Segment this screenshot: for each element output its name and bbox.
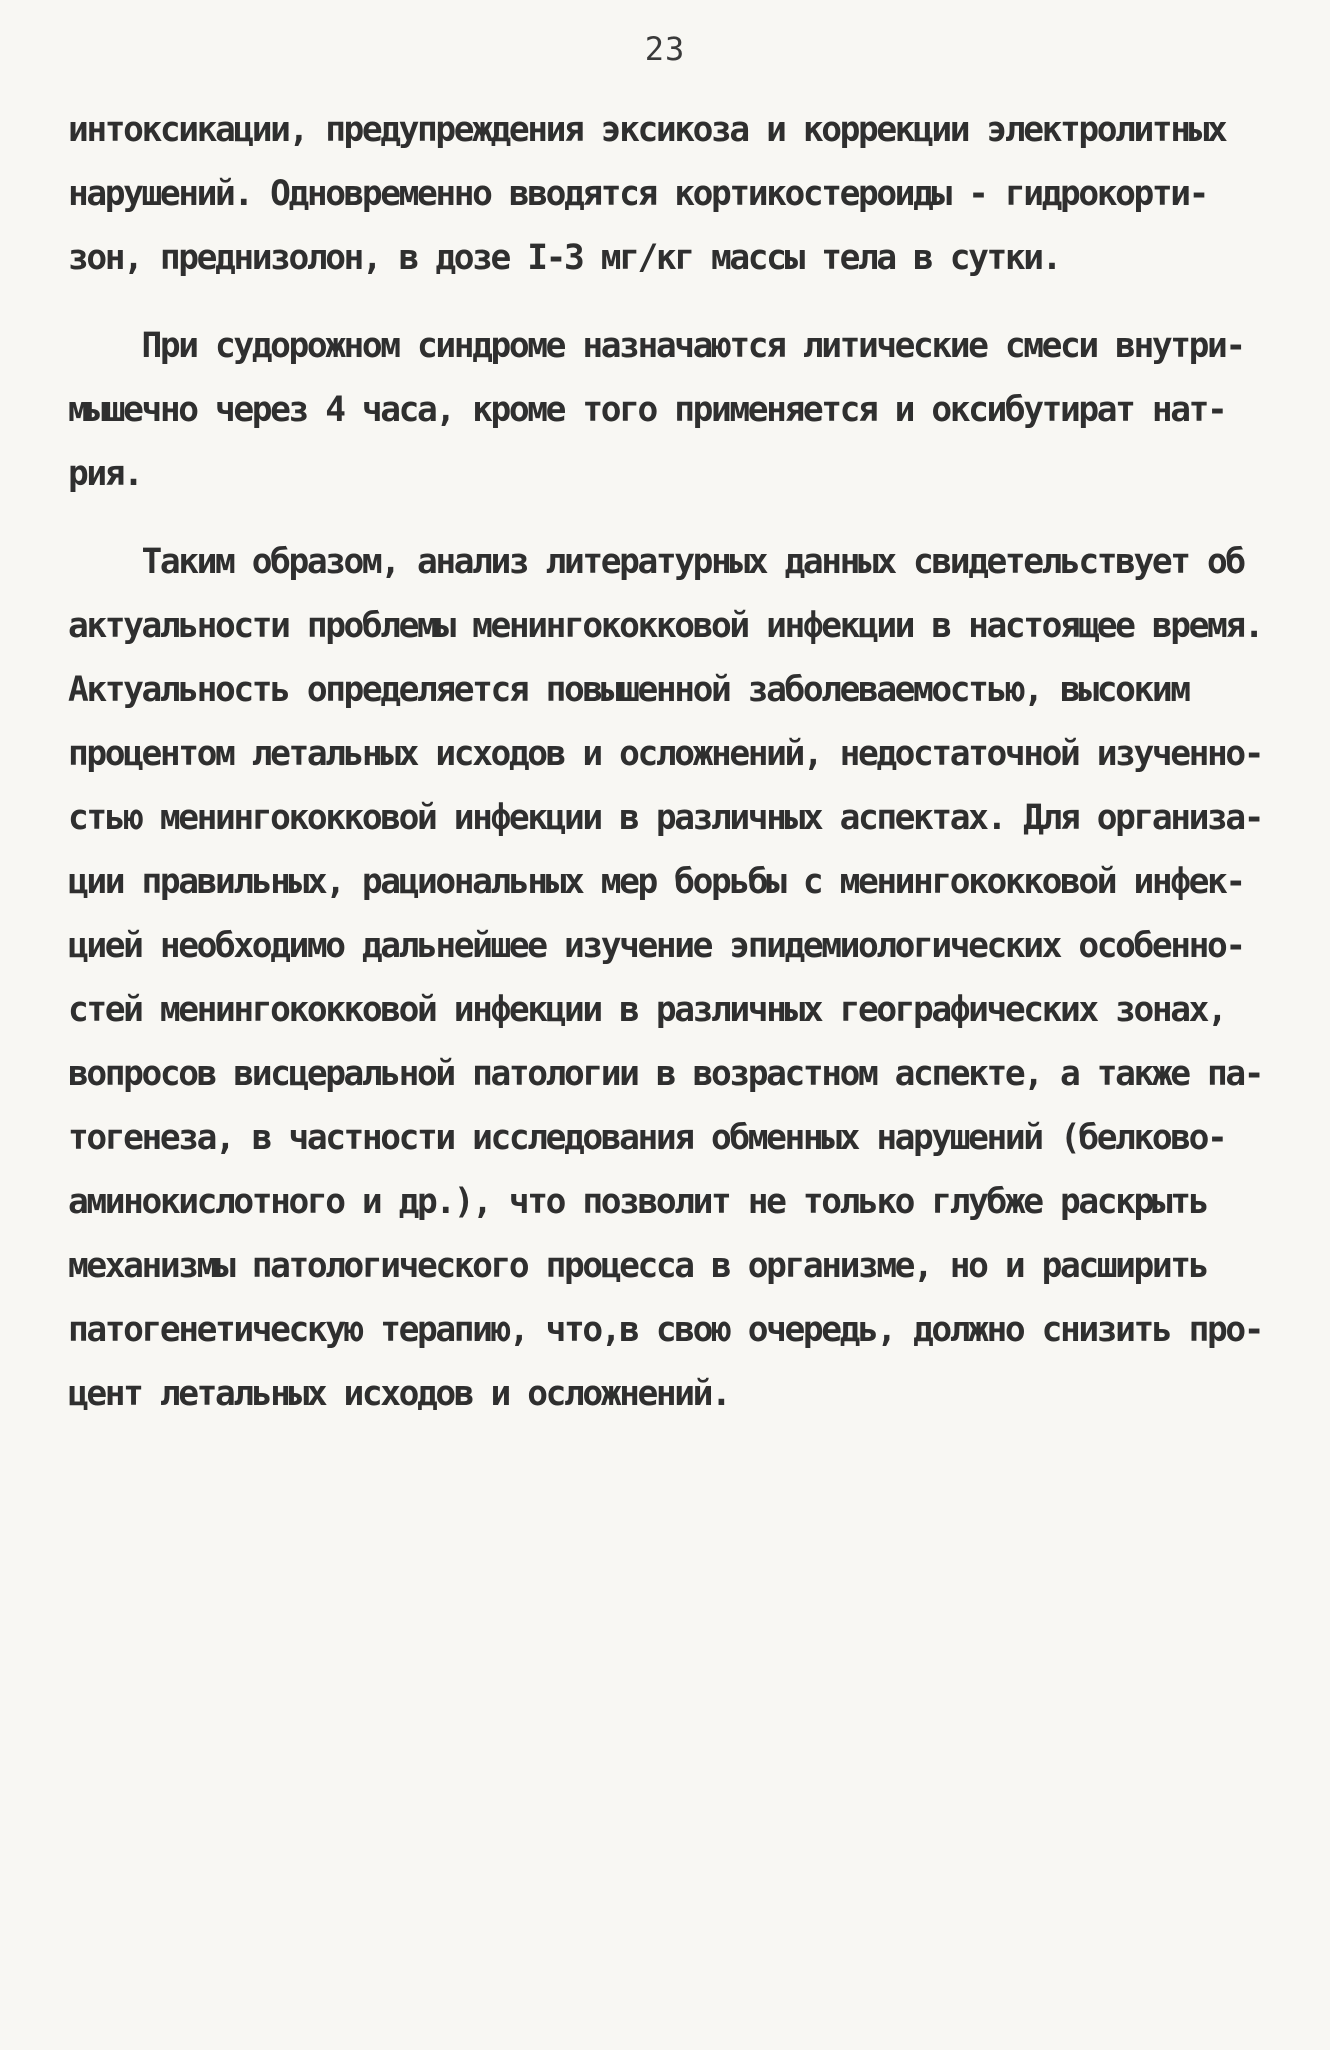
text-line: интоксикации, предупреждения эксикоза и коррекции электролитных — [68, 110, 1226, 150]
text-line: цент летальных исходов и осложнений. — [68, 1374, 730, 1414]
paragraph-gap — [68, 290, 1268, 314]
text-line: актуальности проблемы менингококковой инфекции в настоящее время. — [68, 606, 1263, 646]
text-line: процентом летальных исходов и осложнений, недостаточной изученно- — [68, 734, 1263, 774]
page-number: 23 — [644, 30, 686, 68]
paragraph-gap — [68, 506, 1268, 530]
text-line: нарушений. Одновременно вводятся кортикостероиды - гидрокорти- — [68, 174, 1207, 214]
text-line: стью менингококковой инфекции в различных аспектах. Для организа- — [68, 798, 1263, 838]
text-line: зон, преднизолон, в дозе I-3 мг/кг массы тела в сутки. — [68, 238, 1061, 278]
text-line: Актуальность определяется повышенной заболеваемостью, высоким — [68, 670, 1189, 710]
text-line: вопросов висцеральной патологии в возрастном аспекте, а также па- — [68, 1054, 1263, 1094]
text-line: аминокислотного и др.), что позволит не только глубже раскрыть — [68, 1182, 1207, 1222]
text-line: механизмы патологического процесса в организме, но и расширить — [68, 1246, 1207, 1286]
text-line: ции правильных, рациональных мер борьбы с менингококковой инфек- — [68, 862, 1244, 902]
text-line: цией необходимо дальнейшее изучение эпидемиологических особенно- — [68, 926, 1244, 966]
paragraph-1 — [68, 98, 1268, 290]
text-line: рия. — [68, 454, 142, 494]
body-text — [68, 98, 1268, 1426]
paragraph-3 — [68, 530, 1268, 1426]
text-line: мышечно через 4 часа, кроме того применяется и оксибутират нат- — [68, 390, 1226, 430]
text-line: патогенетическую терапию, что,в свою очередь, должно снизить про- — [68, 1310, 1263, 1350]
paragraph-2 — [68, 314, 1268, 506]
text-line: стей менингококковой инфекции в различных географических зонах, — [68, 990, 1226, 1030]
text-line: При судорожном синдроме назначаются литические смеси внутри- — [68, 326, 1244, 366]
text-line: Таким образом, анализ литературных данных свидетельствует об — [68, 542, 1244, 582]
text-line: тогенеза, в частности исследования обменных нарушений (белково- — [68, 1118, 1226, 1158]
